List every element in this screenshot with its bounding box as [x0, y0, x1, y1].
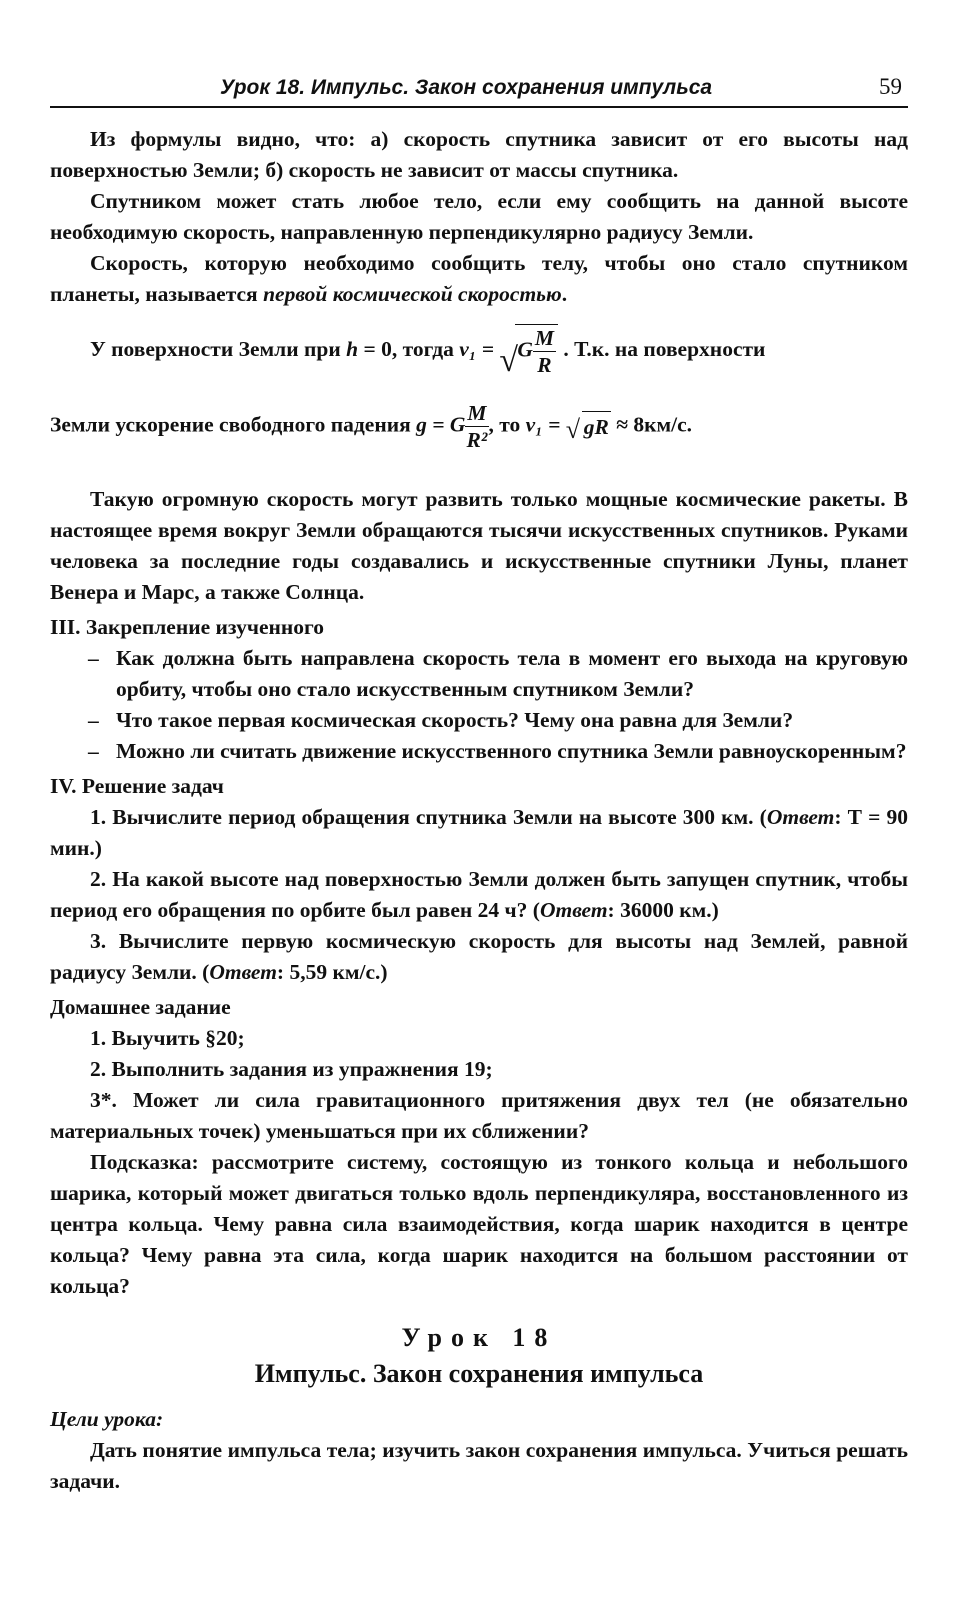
formula-v1: v₁ = [459, 336, 494, 361]
section-3-title: III. Закрепление изученного [50, 615, 325, 639]
section-4-title: IV. Решение задач [50, 774, 224, 798]
denominator-R: R [537, 353, 552, 377]
fraction-M-over-R2 [465, 400, 488, 453]
question-1: – Как должна быть направлена скорость тела в момент его выхода на круговую орбиту, чтобы оно стало искусственным спутником Земли? [50, 643, 908, 705]
goals-text: Дать понятие импульса тела; изучить закон сохранения импульса. Учиться решать задачи. [50, 1438, 908, 1493]
lesson-title: Импульс. Закон сохранения импульса [254, 1359, 704, 1388]
lesson-number: Урок 18 [401, 1323, 557, 1352]
formula-1-pre: У поверхности Земли при [90, 336, 347, 361]
question-3: – Можно ли считать движение искусственного спутника Земли равноускоренным? [50, 736, 908, 767]
goals-label: Цели урока: [50, 1407, 164, 1431]
task-1-answer: : Т = 90 мин.) [50, 805, 908, 860]
formula-1-mid: = 0, тогда [358, 336, 460, 361]
formula-line-1 [50, 310, 908, 394]
sqrt-radicand-gR: gR [582, 411, 611, 443]
formula-2-post: ≈ 8км/с. [616, 412, 693, 437]
sqrt-symbol: √ [499, 342, 519, 379]
formula-2-mid: , то [488, 412, 526, 437]
section-3-questions [50, 643, 908, 767]
task-1-answer-label: Ответ [766, 805, 835, 829]
task-1-text: 1. Вычислите период обращения спутника Земли на высоте 300 км. ( [90, 805, 767, 829]
task-3 [50, 926, 908, 988]
task-3-answer-label: Ответ [209, 960, 277, 984]
paragraph-4: Такую огромную скорость могут развить только мощные космические ракеты. В настоящее время вокруг Земли обращаются тысячи искусственных спутников. Руками человека за последние годы создавались и искусственные спутники Луны, планет Венера и Марс, а также Солнца. [50, 487, 908, 604]
denominator-R2: R² [466, 428, 488, 452]
task-2-answer-label: Ответ [539, 898, 608, 922]
task-2-text: 2. На какой высоте над поверхностью Земли должен быть запущен спутник, чтобы период его обращения по орбите был равен 24 ч? ( [50, 867, 908, 922]
page-number: 59 [879, 74, 902, 99]
sqrt-radicand [515, 324, 558, 378]
sqrt-gR [566, 411, 611, 443]
formula-G: G [517, 337, 533, 362]
task-2 [50, 864, 908, 926]
header-title: Урок 18. Импульс. Закон сохранения импульса [220, 76, 713, 99]
term-first-cosmic-velocity: первой космической скоростью [263, 282, 562, 306]
sqrt-expression [499, 324, 558, 378]
paragraph-3-pre: Скорость, которую необходимо сообщить телу, чтобы оно стало спутником планеты, называется [50, 251, 908, 306]
homework-hint: Подсказка: рассмотрите систему, состоящую из тонкого кольца и небольшого шарика, который может двигаться только вдоль перпендикуляра, восстановленного из центра кольца. Чему равна сила взаимодействия, когда шарик находится в центре кольца? Чему равна эта сила, когда шарик находится на большом расстоянии от кольца? [50, 1150, 908, 1298]
paragraph-2: Спутником может стать любое тело, если ему сообщить на данной высоте необходимую скорость, направленную перпендикулярно радиусу Земли. [50, 189, 908, 244]
paragraph-3-post: . [561, 282, 568, 306]
question-2: – Что такое первая космическая скорость? Чему она равна для Земли? [50, 705, 908, 736]
formula-g-eq: g = G [416, 412, 466, 437]
homework-title: Домашнее задание [50, 995, 231, 1019]
fraction-M-over-R [533, 325, 556, 378]
formula-1-h: h [346, 336, 359, 361]
lesson-heading [50, 1320, 908, 1392]
paragraph-3 [50, 248, 908, 310]
task-3-answer: : 5,59 км/с.) [276, 960, 388, 984]
numerator-M: M [534, 326, 554, 350]
homework-item-3: 3*. Может ли сила гравитационного притяжения двух тел (не обязательно материальных точек) уменьшаться при их сближении? [50, 1088, 908, 1143]
formula-v1-b: v₁ = [525, 412, 561, 437]
homework-item-2: 2. Выполнить задания из упражнения 19; [90, 1057, 493, 1081]
task-2-answer: : 36000 км.) [607, 898, 719, 922]
paragraph-1: Из формулы видно, что: а) скорость спутника зависит от его высоты над поверхностью Земли; б) скорость не зависит от массы спутника. [50, 127, 908, 182]
formula-1-post: . Т.к. на поверхности [563, 336, 766, 361]
formula-line-2 [50, 394, 908, 472]
running-header [50, 72, 908, 108]
main-text [50, 124, 908, 1302]
homework-item-1: 1. Выучить §20; [90, 1026, 245, 1050]
formula-2-pre: Земли ускорение свободного падения [50, 412, 417, 437]
lesson-goals [50, 1404, 908, 1497]
task-3-text: 3. Вычислите первую космическую скорость для высоты над Землей, равной радиусу Земли. ( [50, 929, 908, 984]
task-1 [50, 802, 908, 864]
numerator-M-2: M [467, 401, 487, 425]
sqrt-symbol-2: √ [565, 414, 580, 444]
